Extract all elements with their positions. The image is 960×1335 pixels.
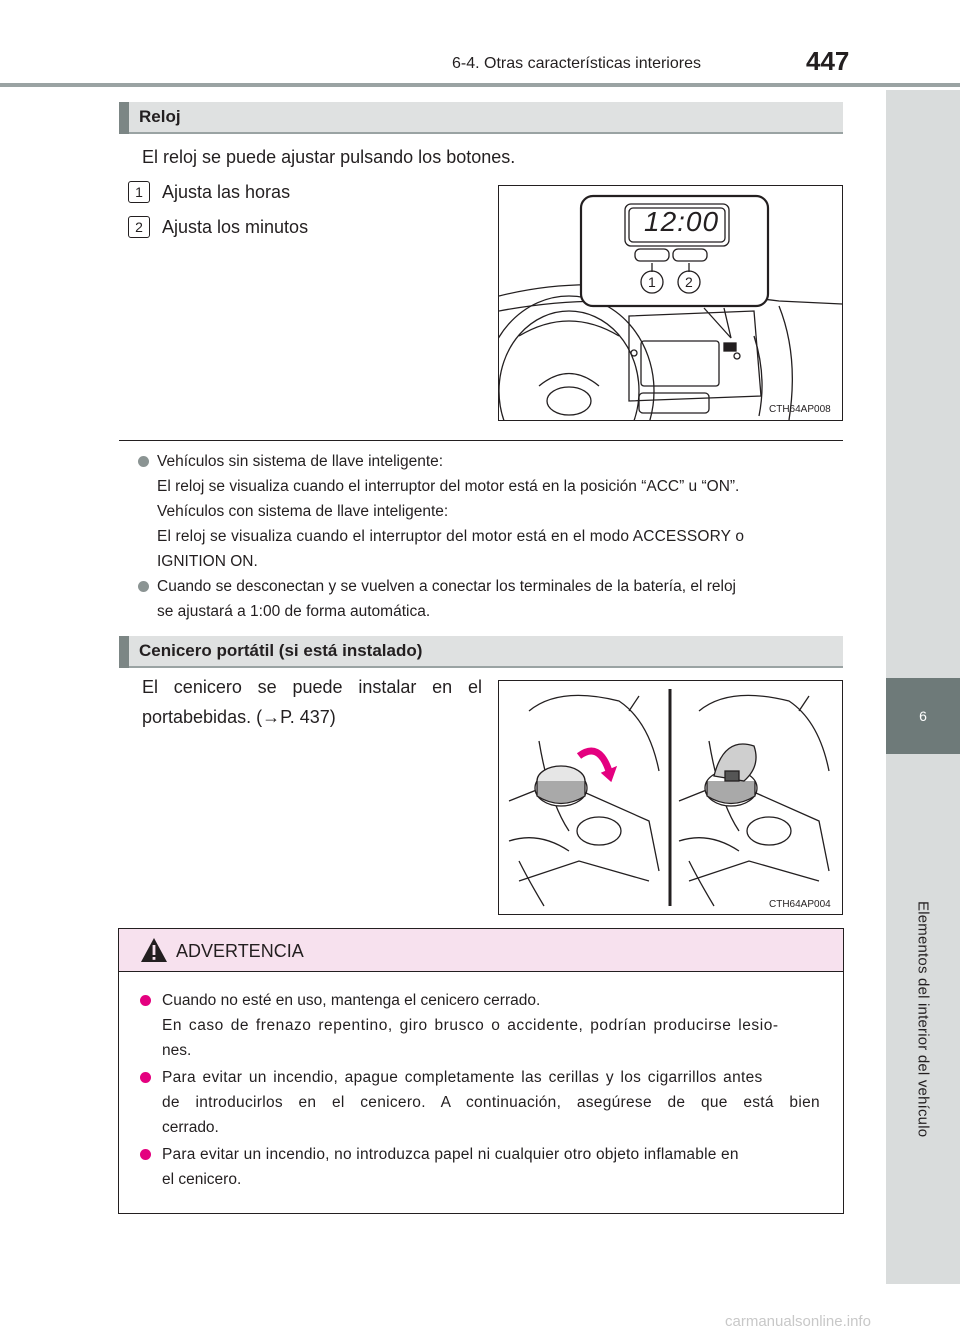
heading-bar — [119, 636, 129, 668]
warning-triangle-icon — [140, 937, 168, 963]
cenicero-text-line1: El cenicero se puede instalar en el — [142, 677, 482, 697]
figure-code: CTH64AP008 — [769, 404, 831, 415]
notes-separator — [119, 440, 843, 441]
item-minutes: Ajusta los minutos — [162, 217, 309, 237]
ashtray-figure — [498, 680, 843, 915]
figure-callout-1: 1 — [648, 274, 656, 290]
side-tab-upper — [886, 90, 960, 678]
figure-code: CTH64AP004 — [769, 899, 831, 910]
note-bullet — [138, 456, 149, 467]
cenicero-heading: Cenicero portátil (si está instalado) — [119, 636, 843, 668]
chapter-label: Elementos del interior del vehículo — [914, 900, 932, 1138]
warning-bullet — [140, 1072, 151, 1083]
warning-title: ADVERTENCIA — [176, 941, 304, 961]
section-title: 6-4. Otras características interiores — [452, 55, 701, 72]
reloj-heading: Reloj — [119, 102, 843, 134]
page-number: 447 — [806, 46, 850, 76]
note-bullet — [138, 581, 149, 592]
warning-bullet — [140, 1149, 151, 1160]
item-hours: Ajusta las horas — [162, 182, 291, 202]
heading-bar — [119, 102, 129, 134]
figure-callout-2: 2 — [685, 274, 693, 290]
warning-bullet — [140, 995, 151, 1006]
warning-item-extinguish: Para evitar un incendio, apague completamente las cerillas y los cigarrillos antes de introducirlos en el cenicero. A continuación, asegúrese de que está bien cerrado. — [162, 1069, 820, 1136]
chapter-number: 6 — [886, 678, 960, 754]
callout-number-2: 2 — [128, 216, 150, 238]
cenicero-text-line2: portabebidas. (→P. 437) — [142, 707, 336, 727]
watermark: carmanualsonline.info — [725, 1313, 871, 1330]
callout-number-1: 1 — [128, 181, 150, 203]
header-rule — [0, 83, 960, 87]
note-battery: Cuando se desconectan y se vuelven a conectar los terminales de la batería, el reloj se ajustará a 1:00 de forma automática. — [157, 578, 737, 620]
cup-holder-illustration — [499, 681, 842, 914]
clock-display: 12:00 — [644, 206, 720, 237]
reloj-intro: El reloj se puede ajustar pulsando los botones. — [142, 147, 516, 167]
note-ignition: Vehículos sin sistema de llave inteligente: El reloj se visualiza cuando el interruptor del motor está en la posición “ACC” u “ON”. Vehículos con sistema de llave inteligente: El reloj se visualiza cuando el interruptor del motor está en el modo ACCESSORY o IGNITION ON. — [157, 453, 745, 570]
warning-item-flammable: Para evitar un incendio, no introduzca papel ni cualquier otro objeto inflamable en el cenicero. — [162, 1146, 739, 1188]
clock-figure — [498, 185, 843, 421]
warning-item-closed: Cuando no esté en uso, mantenga el cenicero cerrado. En caso de frenazo repentino, giro brusco o accidente, podrían producirse lesio- nes. — [162, 992, 779, 1059]
